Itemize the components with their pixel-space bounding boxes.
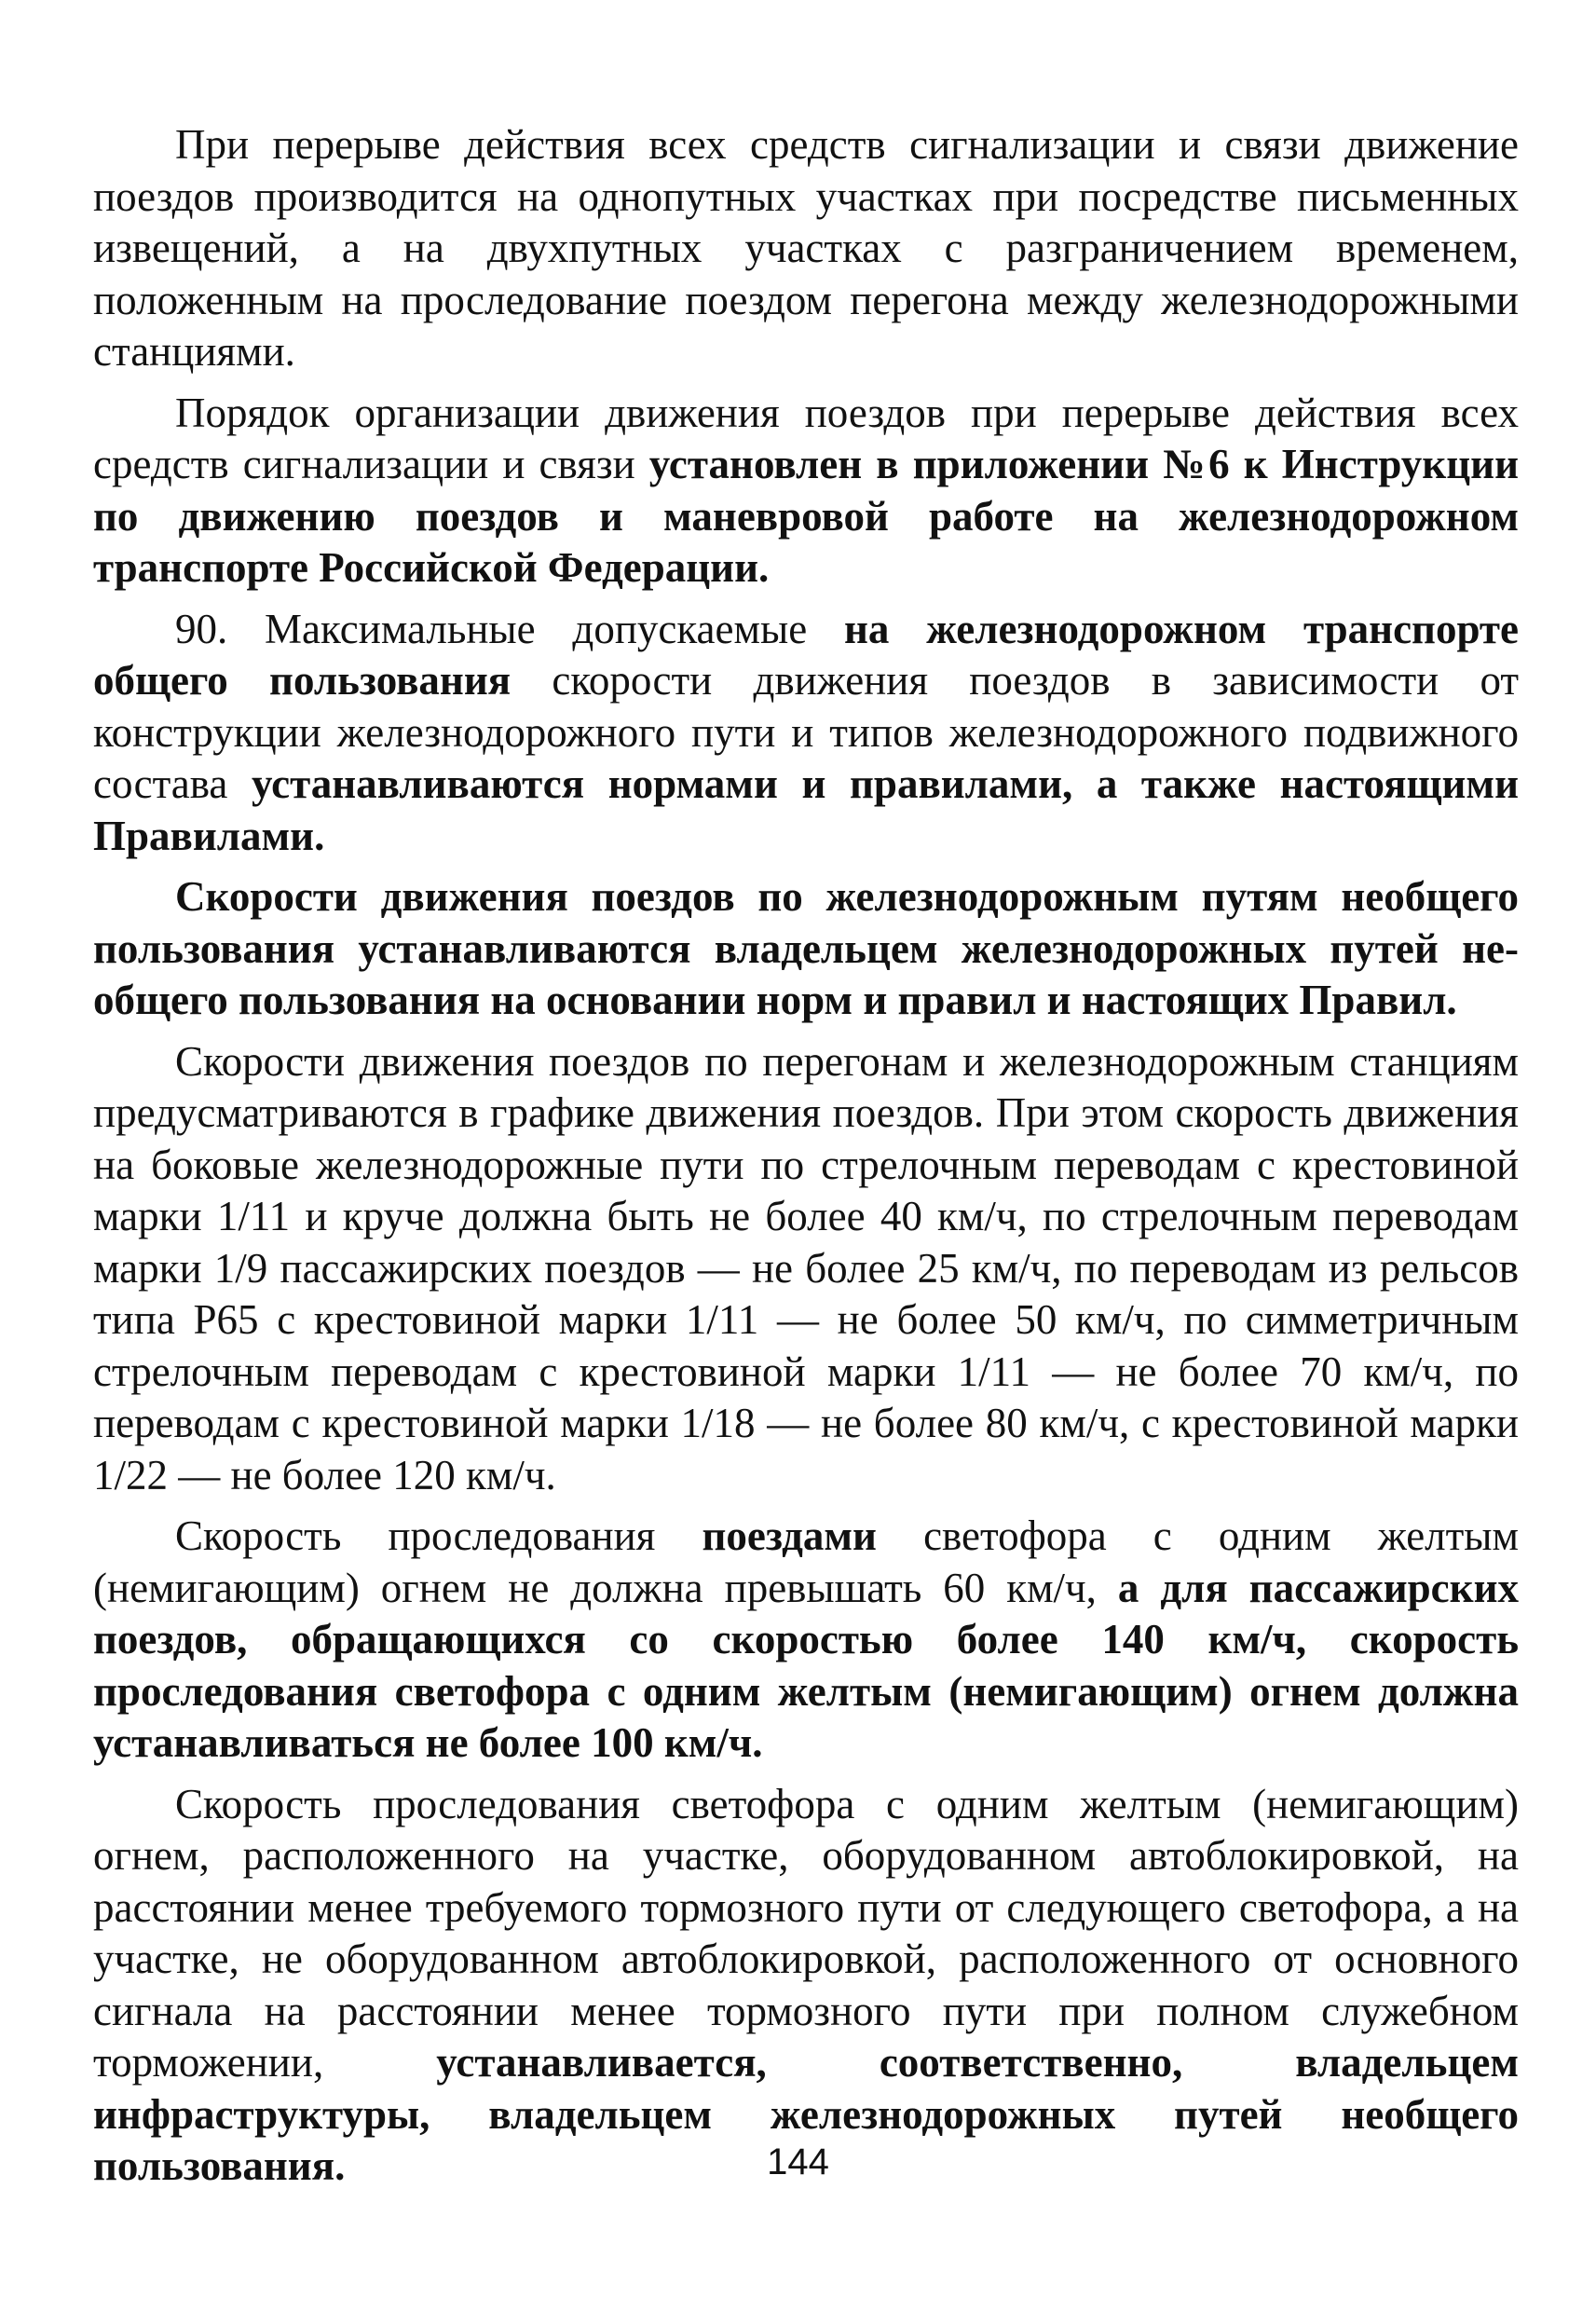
text-run: При перерыве действия всех средств сигнализации и связи движение поездов производится на однопутных участках при посредстве письменных извещений, а на двухпутных участках с разграничением временем, положенным на проследование поездом перегона между железнодорожными станциями. xyxy=(93,121,1519,375)
text-run-bold: Скорости движения поездов по железнодорожным путям необщего пользования устанавливаются владельцем железнодорожных путей необщего пользования на основании норм и правил и настоящих Правил. xyxy=(93,873,1519,1023)
text-run: Скорости движения поездов по перегонам и железнодорожным станциям предусматриваются в графике движения поездов. При этом скорость движения на боковые железнодорожные пути по стрелочным переводам с крестовиной марки 1/11 и круче должна быть не более 40 км/ч, по стрелочным переводам марки 1/9 пассажирских поездов — не более 25 км/ч, по переводам из рельсов типа Р65 с крестовиной марки 1/11 — не более 50 км/ч, по симметричным стрелочным переводам с крестовиной марки 1/11 — не более 70 км/ч, по переводам с крестовиной марки 1/18 — не более 80 км/ч, с крестовиной марки 1/22 — не более 120 км/ч. xyxy=(93,1037,1519,1498)
text-run: 90. Максимальные допускаемые xyxy=(175,605,844,652)
text-run: Порядок организации движения поездов при перерыве действия всех средств сигнализации и связи xyxy=(93,389,1519,487)
text-run-bold: а для пассажирских поездов, обращающихся со скоростью более 140 км/ч, скорость проследования светофора с одним желтым (немигающим) огнем должна устанавливаться не более 100 км/ч. xyxy=(93,1564,1519,1766)
paragraph xyxy=(93,388,1519,595)
page-number: 144 xyxy=(767,2141,829,2182)
text-run: светофора с одним желтым (немигающим) огнем не должна превышать 60 км/ч, xyxy=(93,1512,1519,1611)
paragraph xyxy=(93,1511,1519,1770)
paragraph xyxy=(93,1036,1519,1502)
text-run-bold: установлен в приложении №6 к Инструкции по движению поездов и маневровой работе на железнодорожном транспорте Российской Федерации. xyxy=(93,441,1519,591)
text-run: Скорость проследования xyxy=(175,1512,703,1559)
paragraph xyxy=(93,871,1519,1027)
text-run-bold: устанавливаются нормами и правилами, а также настоящими Правилами. xyxy=(93,760,1520,859)
text-run-bold: на железнодорожном транспорте общего пользования xyxy=(93,605,1519,704)
paragraph xyxy=(93,119,1519,378)
text-run: скорости движения поездов в зависимости от конструкции железнодорожного пути и типов железнодорожного подвижного состава xyxy=(93,657,1520,807)
text-run-bold: поездами xyxy=(702,1512,877,1559)
text-run: Скорость проследования светофора с одним желтым (немигающим) огнем, расположенного на участке, оборудованном автоблокировкой, на расстоянии менее требуемого тормозного пути от следующего светофора, а на участке, не оборудованном автоблокировкой, расположенного от основного сигнала на расстоянии менее тормозного пути при полном служебном торможении, xyxy=(93,1780,1519,2086)
text-run-bold: устанавливается, соответственно, владельцем инфраструктуры, владельцем железнодорожных путей необщего пользования. xyxy=(93,2039,1520,2189)
body-text xyxy=(93,119,1519,2193)
paragraph xyxy=(93,604,1519,863)
paragraph xyxy=(93,1779,1519,2193)
